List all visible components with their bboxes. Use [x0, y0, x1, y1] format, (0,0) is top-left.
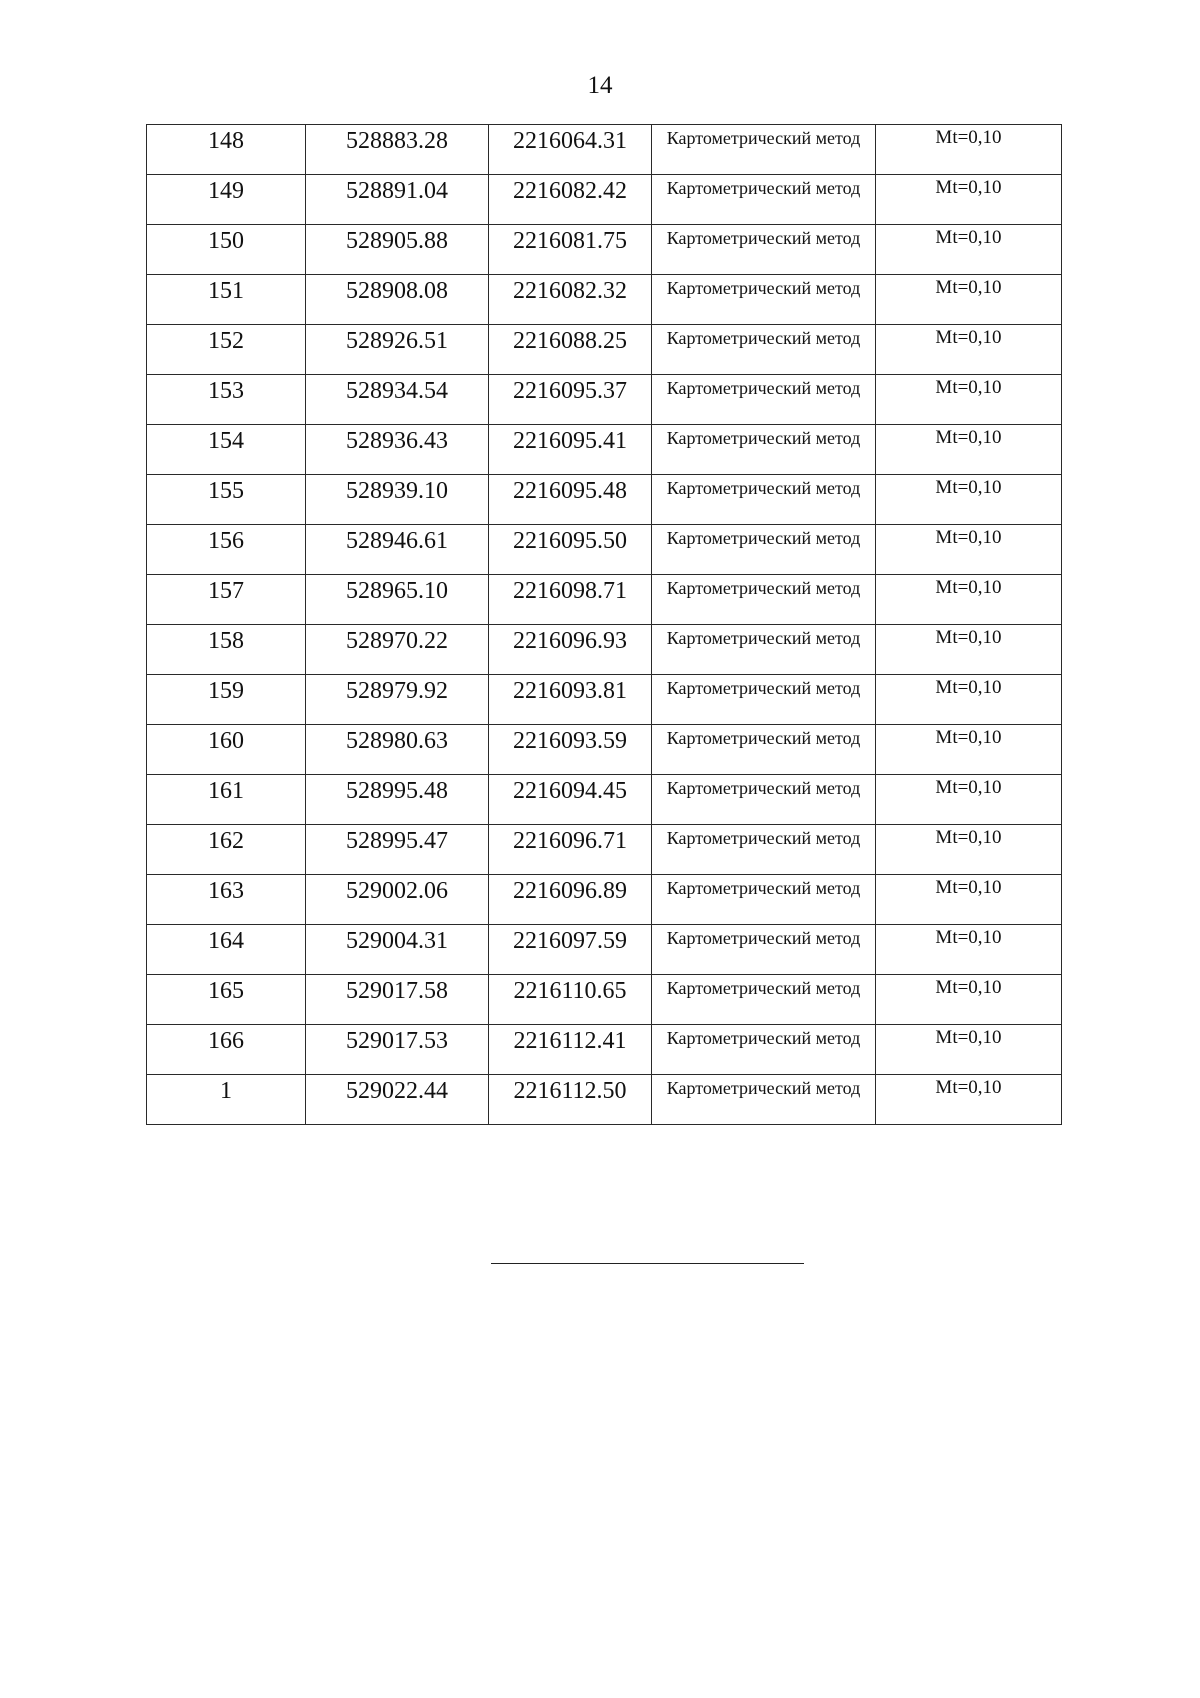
y-coordinate-cell: 2216096.71 — [489, 825, 652, 875]
y-coordinate-cell: 2216094.45 — [489, 775, 652, 825]
point-number-cell: 151 — [147, 275, 306, 325]
x-coordinate-cell: 528970.22 — [306, 625, 489, 675]
table-row — [147, 275, 1062, 325]
y-coordinate-cell: 2216082.32 — [489, 275, 652, 325]
table-row — [147, 925, 1062, 975]
accuracy-cell: Mt=0,10 — [876, 975, 1062, 1025]
method-cell: Картометрический метод — [652, 1025, 876, 1075]
table-row — [147, 225, 1062, 275]
page-number: 14 — [587, 72, 613, 99]
method-cell: Картометрический метод — [652, 925, 876, 975]
method-cell: Картометрический метод — [652, 575, 876, 625]
x-coordinate-cell: 528965.10 — [306, 575, 489, 625]
point-number-cell: 154 — [147, 425, 306, 475]
accuracy-cell: Mt=0,10 — [876, 575, 1062, 625]
method-cell: Картометрический метод — [652, 975, 876, 1025]
y-coordinate-cell: 2216082.42 — [489, 175, 652, 225]
x-coordinate-cell: 528883.28 — [306, 125, 489, 175]
y-coordinate-cell: 2216098.71 — [489, 575, 652, 625]
point-number-cell: 156 — [147, 525, 306, 575]
method-cell: Картометрический метод — [652, 825, 876, 875]
point-number-cell: 160 — [147, 725, 306, 775]
x-coordinate-cell: 528936.43 — [306, 425, 489, 475]
table-row — [147, 475, 1062, 525]
accuracy-cell: Mt=0,10 — [876, 375, 1062, 425]
point-number-cell: 149 — [147, 175, 306, 225]
method-cell: Картометрический метод — [652, 425, 876, 475]
accuracy-cell: Mt=0,10 — [876, 625, 1062, 675]
method-cell: Картометрический метод — [652, 325, 876, 375]
y-coordinate-cell: 2216064.31 — [489, 125, 652, 175]
y-coordinate-cell: 2216096.89 — [489, 875, 652, 925]
y-coordinate-cell: 2216110.65 — [489, 975, 652, 1025]
x-coordinate-cell: 528908.08 — [306, 275, 489, 325]
point-number-cell: 148 — [147, 125, 306, 175]
x-coordinate-cell: 529017.53 — [306, 1025, 489, 1075]
x-coordinate-cell: 528891.04 — [306, 175, 489, 225]
point-number-cell: 164 — [147, 925, 306, 975]
x-coordinate-cell: 529004.31 — [306, 925, 489, 975]
point-number-cell: 150 — [147, 225, 306, 275]
accuracy-cell: Mt=0,10 — [876, 725, 1062, 775]
x-coordinate-cell: 528946.61 — [306, 525, 489, 575]
accuracy-cell: Mt=0,10 — [876, 425, 1062, 475]
method-cell: Картометрический метод — [652, 875, 876, 925]
accuracy-cell: Mt=0,10 — [876, 825, 1062, 875]
x-coordinate-cell: 528939.10 — [306, 475, 489, 525]
point-number-cell: 161 — [147, 775, 306, 825]
table-row — [147, 1075, 1062, 1125]
accuracy-cell: Mt=0,10 — [876, 275, 1062, 325]
y-coordinate-cell: 2216095.50 — [489, 525, 652, 575]
accuracy-cell: Mt=0,10 — [876, 225, 1062, 275]
accuracy-cell: Mt=0,10 — [876, 325, 1062, 375]
y-coordinate-cell: 2216112.41 — [489, 1025, 652, 1075]
method-cell: Картометрический метод — [652, 525, 876, 575]
point-number-cell: 1 — [147, 1075, 306, 1125]
accuracy-cell: Mt=0,10 — [876, 925, 1062, 975]
table-row — [147, 775, 1062, 825]
y-coordinate-cell: 2216081.75 — [489, 225, 652, 275]
accuracy-cell: Mt=0,10 — [876, 1025, 1062, 1075]
point-number-cell: 157 — [147, 575, 306, 625]
accuracy-cell: Mt=0,10 — [876, 525, 1062, 575]
method-cell: Картометрический метод — [652, 1075, 876, 1125]
y-coordinate-cell: 2216095.41 — [489, 425, 652, 475]
table-row — [147, 375, 1062, 425]
table-row — [147, 675, 1062, 725]
method-cell: Картометрический метод — [652, 625, 876, 675]
table-row — [147, 525, 1062, 575]
y-coordinate-cell: 2216096.93 — [489, 625, 652, 675]
method-cell: Картометрический метод — [652, 725, 876, 775]
y-coordinate-cell: 2216093.59 — [489, 725, 652, 775]
table-row — [147, 125, 1062, 175]
table-row — [147, 575, 1062, 625]
x-coordinate-cell: 528926.51 — [306, 325, 489, 375]
y-coordinate-cell: 2216088.25 — [489, 325, 652, 375]
y-coordinate-cell: 2216097.59 — [489, 925, 652, 975]
point-number-cell: 155 — [147, 475, 306, 525]
x-coordinate-cell: 528979.92 — [306, 675, 489, 725]
point-number-cell: 165 — [147, 975, 306, 1025]
point-number-cell: 162 — [147, 825, 306, 875]
table-row — [147, 875, 1062, 925]
point-number-cell: 163 — [147, 875, 306, 925]
x-coordinate-cell: 528995.48 — [306, 775, 489, 825]
coordinates-table — [146, 124, 1062, 1125]
point-number-cell: 166 — [147, 1025, 306, 1075]
method-cell: Картометрический метод — [652, 275, 876, 325]
table-row — [147, 975, 1062, 1025]
method-cell: Картометрический метод — [652, 175, 876, 225]
point-number-cell: 159 — [147, 675, 306, 725]
table-row — [147, 725, 1062, 775]
x-coordinate-cell: 529017.58 — [306, 975, 489, 1025]
x-coordinate-cell: 528980.63 — [306, 725, 489, 775]
method-cell: Картометрический метод — [652, 675, 876, 725]
accuracy-cell: Mt=0,10 — [876, 1075, 1062, 1125]
accuracy-cell: Mt=0,10 — [876, 175, 1062, 225]
accuracy-cell: Mt=0,10 — [876, 475, 1062, 525]
method-cell: Картометрический метод — [652, 475, 876, 525]
accuracy-cell: Mt=0,10 — [876, 775, 1062, 825]
y-coordinate-cell: 2216112.50 — [489, 1075, 652, 1125]
y-coordinate-cell: 2216095.48 — [489, 475, 652, 525]
x-coordinate-cell: 528905.88 — [306, 225, 489, 275]
point-number-cell: 158 — [147, 625, 306, 675]
accuracy-cell: Mt=0,10 — [876, 125, 1062, 175]
accuracy-cell: Mt=0,10 — [876, 675, 1062, 725]
method-cell: Картометрический метод — [652, 775, 876, 825]
point-number-cell: 152 — [147, 325, 306, 375]
x-coordinate-cell: 528934.54 — [306, 375, 489, 425]
y-coordinate-cell: 2216093.81 — [489, 675, 652, 725]
table-row — [147, 1025, 1062, 1075]
table-row — [147, 425, 1062, 475]
method-cell: Картометрический метод — [652, 375, 876, 425]
method-cell: Картометрический метод — [652, 125, 876, 175]
y-coordinate-cell: 2216095.37 — [489, 375, 652, 425]
coordinates-table-body — [147, 125, 1062, 1125]
x-coordinate-cell: 529022.44 — [306, 1075, 489, 1125]
x-coordinate-cell: 528995.47 — [306, 825, 489, 875]
table-row — [147, 175, 1062, 225]
x-coordinate-cell: 529002.06 — [306, 875, 489, 925]
end-of-table-rule — [491, 1263, 804, 1264]
table-row — [147, 825, 1062, 875]
method-cell: Картометрический метод — [652, 225, 876, 275]
point-number-cell: 153 — [147, 375, 306, 425]
accuracy-cell: Mt=0,10 — [876, 875, 1062, 925]
table-row — [147, 625, 1062, 675]
table-row — [147, 325, 1062, 375]
